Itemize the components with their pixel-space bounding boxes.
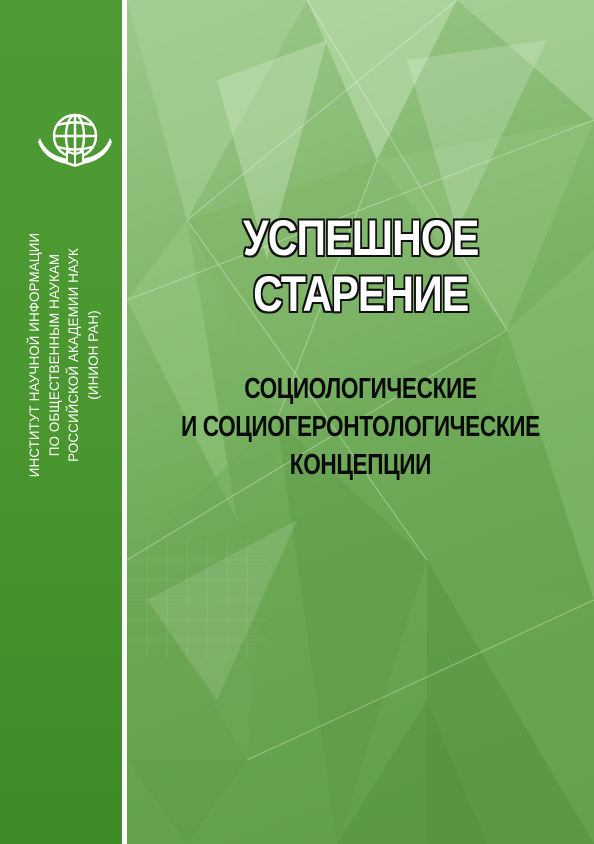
publisher-line: ИНСТИТУТ НАУЧНОЙ ИНФОРМАЦИИ <box>27 232 42 478</box>
book-title <box>169 210 552 322</box>
publisher-line: ПО ОБЩЕСТВЕННЫМ НАУКАМ <box>46 253 62 457</box>
subtitle-line: КОНЦЕПЦИИ <box>289 449 431 481</box>
globe-book-logo-icon <box>36 108 114 170</box>
title-line: УСПЕШНОЕ <box>243 210 479 266</box>
subtitle-line: СОЦИОЛОГИЧЕСКИЕ <box>244 373 477 405</box>
publisher-line: РОССИЙСКОЙ АКАДЕМИИ НАУК <box>66 248 81 462</box>
subtitle-line: И СОЦИОГЕРОНТОЛОГИЧЕСКИЕ <box>180 411 540 443</box>
publisher-block <box>14 205 114 505</box>
publisher-line: (ИНИОН РАН) <box>85 310 101 400</box>
book-subtitle <box>178 370 542 484</box>
title-line: СТАРЕНИЕ <box>253 266 469 322</box>
cover-side-band <box>0 0 122 844</box>
